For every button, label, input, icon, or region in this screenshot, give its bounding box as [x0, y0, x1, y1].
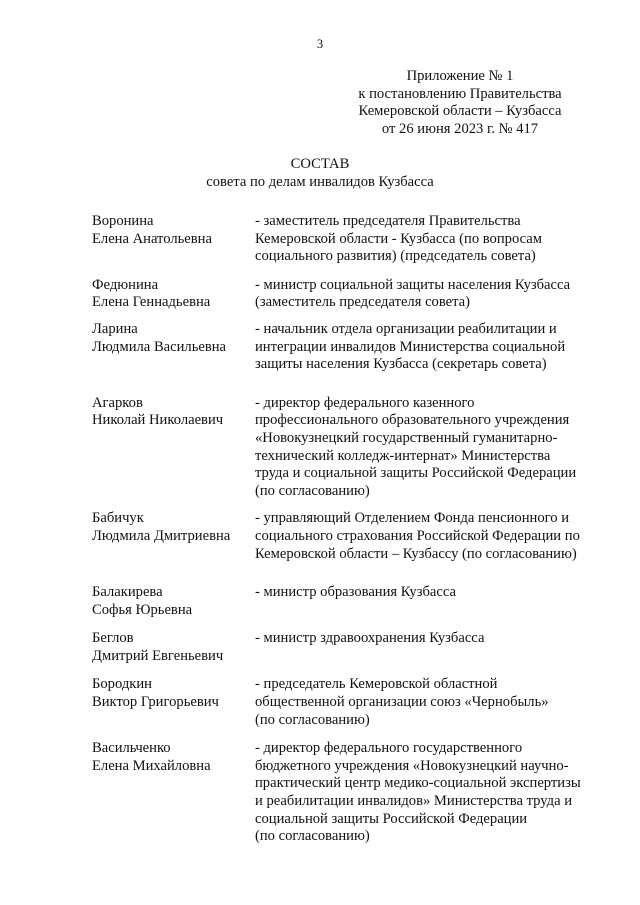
member-surname: Беглов [92, 630, 134, 647]
member-role [255, 213, 605, 266]
member-name [92, 395, 255, 501]
member-surname: Васильченко [92, 740, 171, 757]
member-role [255, 510, 605, 563]
member-given: Людмила Васильевна [92, 338, 227, 355]
member-role-line: - министр образования Кузбасса [255, 584, 456, 601]
member-name [92, 510, 255, 563]
member-role-line: - министр здравоохранения Кузбасса [255, 630, 485, 647]
member-name [92, 321, 255, 374]
appendix-line: Приложение № 1 [406, 68, 514, 84]
member-role-line: защиты населения Кузбасса (секретарь совета) [255, 356, 547, 373]
member-role-line: интеграции инвалидов Министерства социальной [255, 338, 566, 355]
member-row [92, 584, 612, 619]
appendix-block [330, 68, 590, 138]
member-role-line: - председатель Кемеровской областной [255, 676, 498, 693]
member-surname: Агарков [92, 394, 143, 411]
member-surname: Бабичук [92, 510, 144, 527]
member-row [92, 395, 612, 501]
member-role [255, 584, 605, 619]
member-role-line: - заместитель председателя Правительства [255, 213, 521, 229]
member-role-line: - управляющий Отделением Фонда пенсионного и [255, 510, 570, 527]
member-role-line: - директор федерального государственного [255, 740, 523, 757]
member-given: Людмила Дмитриевна [92, 527, 231, 544]
member-role-line: (по согласованию) [255, 711, 370, 728]
document-title: СОСТАВ [290, 156, 350, 172]
member-name [92, 277, 255, 312]
member-name [92, 630, 255, 665]
member-name [92, 740, 255, 846]
appendix-line: от 26 июня 2023 г. № 417 [381, 120, 539, 137]
member-row [92, 740, 612, 846]
member-role-line: социального страхования Российской Федерации по [255, 527, 580, 544]
member-role-line: - директор федерального казенного [255, 394, 475, 411]
member-given: Елена Анатольевна [92, 230, 212, 247]
member-role-line: труда и социальной защиты Российской Федерации [255, 465, 577, 482]
member-role [255, 740, 605, 846]
member-role-line: «Новокузнецкий государственный гуманитарно- [255, 429, 558, 446]
member-surname: Федюнина [92, 276, 159, 293]
member-role [255, 395, 605, 501]
member-role [255, 321, 605, 374]
member-role-line: - начальник отдела организации реабилитации и [255, 320, 557, 337]
member-given: Виктор Григорьевич [92, 694, 219, 711]
member-role-line: Кемеровской области - Кузбасса (по вопросам [255, 230, 542, 247]
member-name [92, 584, 255, 619]
member-role [255, 676, 605, 729]
member-given: Дмитрий Евгеньевич [92, 647, 224, 664]
member-role-line: (заместитель председателя совета) [255, 294, 471, 311]
members-list [92, 213, 612, 846]
document-heading [0, 156, 640, 191]
member-row [92, 510, 612, 563]
member-given: Елена Геннадьевна [92, 294, 211, 311]
appendix-line: к постановлению Правительства [358, 85, 562, 102]
member-role-line: бюджетного учреждения «Новокузнецкий научно- [255, 757, 569, 774]
member-role-line: - министр социальной защиты населения Кузбасса [255, 276, 571, 293]
member-surname: Балакирева [92, 584, 163, 601]
member-surname: Бородкин [92, 676, 152, 693]
member-role-line: (по согласованию) [255, 482, 370, 499]
member-row [92, 630, 612, 665]
member-role-line: социальной защиты Российской Федерации [255, 810, 528, 827]
member-surname: Воронина [92, 213, 154, 229]
member-row [92, 213, 612, 266]
member-role [255, 630, 605, 665]
member-role [255, 277, 605, 312]
page-number: 3 [316, 37, 324, 51]
appendix-line: Кемеровской области – Кузбасса [358, 103, 562, 120]
member-name [92, 213, 255, 266]
member-role-line: общественной организации союз «Чернобыль» [255, 694, 549, 711]
member-name [92, 676, 255, 729]
member-row [92, 676, 612, 729]
member-role-line: социального развития) (председатель совета) [255, 248, 536, 265]
member-given: Николай Николаевич [92, 412, 224, 429]
member-given: Софья Юрьевна [92, 601, 193, 618]
member-role-line: и реабилитации инвалидов» Министерства труда и [255, 793, 573, 810]
member-given: Елена Михайловна [92, 757, 211, 774]
member-role-line: профессионального образовательного учреждения [255, 412, 570, 429]
member-surname: Ларина [92, 320, 138, 337]
document-subtitle: совета по делам инвалидов Кузбасса [206, 173, 434, 190]
member-role-line: Кемеровской области – Кузбассу (по согласованию) [255, 545, 577, 562]
member-row [92, 321, 612, 374]
member-row [92, 277, 612, 312]
member-role-line: технический колледж-интернат» Министерства [255, 447, 551, 464]
member-role-line: практический центр медико-социальной экспертизы [255, 775, 581, 792]
member-role-line: (по согласованию) [255, 828, 370, 845]
